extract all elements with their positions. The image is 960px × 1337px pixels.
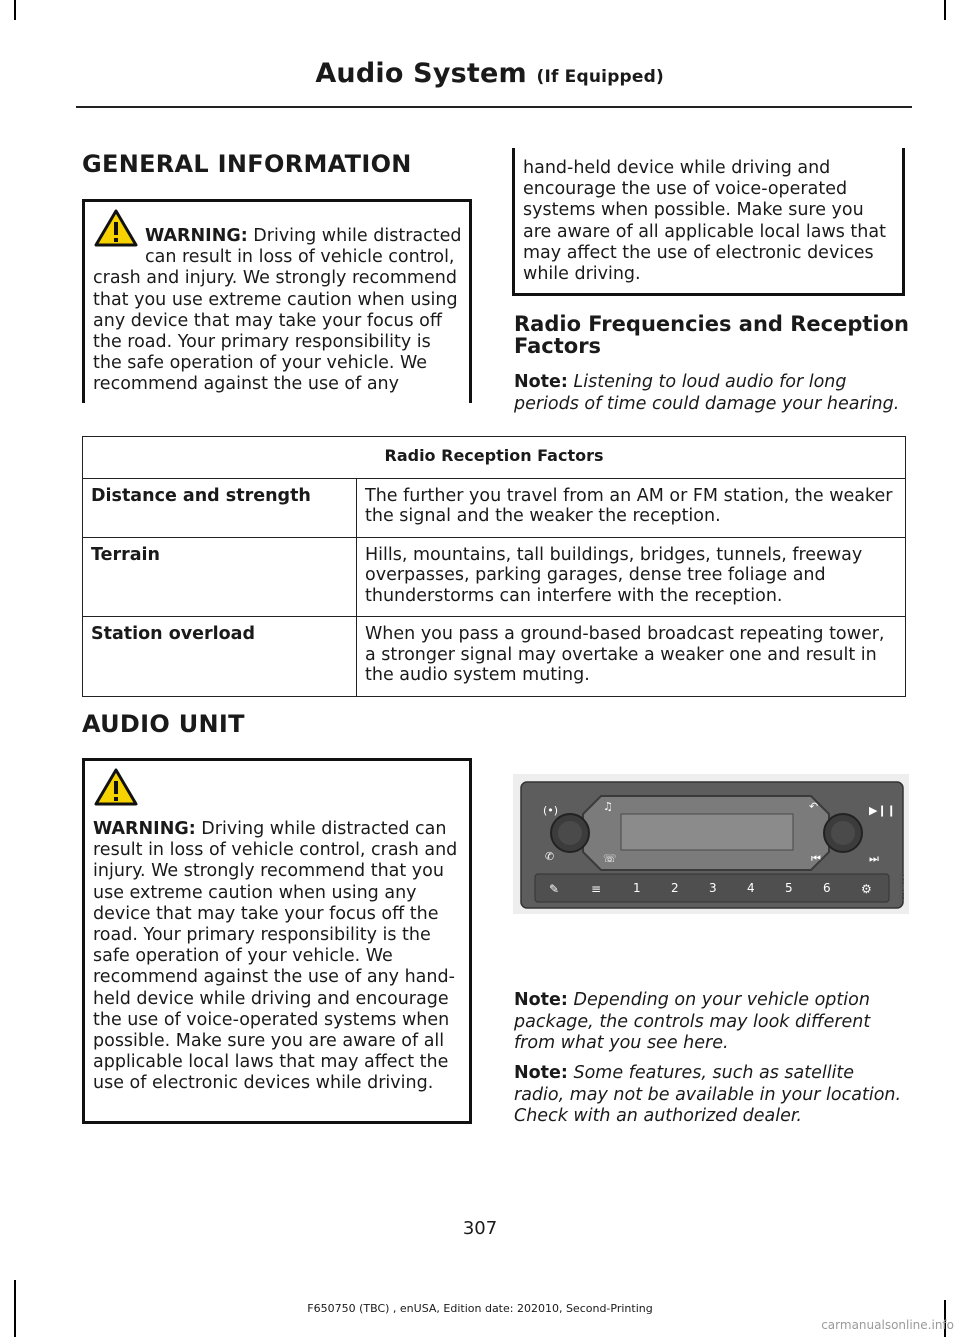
sound-settings-icon: ≡ [591, 882, 602, 896]
radio-source-icon: (•) [543, 804, 559, 817]
header-rule [76, 106, 912, 108]
warning-text: Driving while distracted can result in loss of vehicle control, crash and injury. We strongly recommend that you use extreme caution when using any device that may take your focus off the road. Your primary responsibility is the safe operation of your vehicle. We recommend against the use of any [93, 226, 462, 395]
crop-mark-top-right [944, 0, 946, 20]
factor-cell: Distance and strength [83, 478, 357, 537]
factor-cell: Terrain [83, 537, 357, 617]
watermark: carmanualsonline.info [821, 1318, 954, 1332]
audio-unit-illustration [513, 774, 909, 914]
warning-label: WARNING: [145, 226, 248, 246]
warning-box-general-part2 [512, 148, 905, 296]
warning-text: Driving while distracted can result in loss of vehicle control, crash and injury. We strongly recommend that you use extreme caution when using any device that may take your focus off the road. Your primary responsibility is the safe operation of your vehicle. We recommend against the use of any hand-held device while driving and encourage the use of voice-operated systems when possible. Make sure you are aware of all applicable local laws that may affect the use of electronic devices while driving. [93, 819, 458, 1094]
table-row [83, 537, 906, 617]
seek-forward-icon: ⏭ [869, 852, 879, 865]
end-call-icon: ☏ [603, 852, 617, 865]
hearing-note [514, 372, 909, 415]
header-title: Audio System [315, 58, 527, 89]
warning-triangle-icon [93, 767, 139, 807]
phone-icon: ✆ [545, 850, 555, 863]
voice-icon: ✎ [549, 882, 560, 896]
note-label: Note: [514, 1063, 568, 1083]
factor-cell: Station overload [83, 617, 357, 697]
header-subtitle: (If Equipped) [536, 67, 664, 87]
warning-box-audio-unit [82, 758, 472, 1124]
preset-1-label: 1 [633, 881, 641, 895]
description-cell: Hills, mountains, tall buildings, bridges, tunnels, freeway overpasses, parking garages, dense tree foliage and thunderstorms can interfere with the reception. [357, 537, 906, 617]
page-number: 307 [462, 1218, 498, 1239]
page-header [315, 58, 664, 89]
warning-label: WARNING: [93, 819, 196, 839]
satellite-radio-note [514, 1063, 909, 1128]
table-title: Radio Reception Factors [83, 437, 906, 479]
option-package-note [514, 990, 909, 1055]
image-code: E284838 [899, 873, 906, 900]
settings-icon: ⚙ [861, 882, 872, 896]
warning-box-general-part1 [82, 199, 472, 403]
play-pause-icon: ▶❙❙ [869, 804, 896, 817]
tune-knob-center [831, 821, 855, 845]
display-screen [621, 814, 793, 850]
edition-footer: F650750 (TBC) , enUSA, Edition date: 202010, Second-Printing [307, 1302, 653, 1315]
seek-back-icon: ⏮ [811, 852, 821, 865]
crop-mark-top-left [14, 0, 16, 20]
description-cell: When you pass a ground-based broadcast repeating tower, a stronger signal may overtake a weaker one and result in the audio system muting. [357, 617, 906, 697]
preset-2-label: 2 [671, 881, 679, 895]
note-text: Listening to loud audio for long periods of time could damage your hearing. [514, 372, 900, 414]
radio-reception-factors-table [82, 436, 906, 697]
note-text: Depending on your vehicle option package, the controls may look different from what you see here. [514, 990, 871, 1053]
table-row [83, 478, 906, 537]
warning-triangle-icon [93, 208, 139, 248]
table-header-row [83, 437, 906, 479]
radio-frequencies-heading: Radio Frequencies and Reception Factors [514, 312, 910, 358]
warning-text-continued: hand-held device while driving and encourage the use of voice-operated systems when possible. Make sure you are aware of all applicable local laws that may affect the use of electronic devices while driving. [523, 158, 886, 285]
back-icon: ↶ [809, 800, 819, 813]
note-label: Note: [514, 990, 568, 1010]
preset-3-label: 3 [709, 881, 717, 895]
description-cell: The further you travel from an AM or FM station, the weaker the signal and the weaker the reception. [357, 478, 906, 537]
preset-5-label: 5 [785, 881, 793, 895]
media-note-icon: ♫ [603, 800, 613, 813]
audio-unit-heading: AUDIO UNIT [82, 710, 245, 738]
volume-knob-center [558, 821, 582, 845]
note-label: Note: [514, 372, 568, 392]
general-information-heading: GENERAL INFORMATION [82, 150, 412, 178]
preset-6-label: 6 [823, 881, 831, 895]
note-text: Some features, such as satellite radio, may not be available in your location. Check with an authorized dealer. [514, 1063, 902, 1126]
preset-4-label: 4 [747, 881, 755, 895]
table-row [83, 617, 906, 697]
